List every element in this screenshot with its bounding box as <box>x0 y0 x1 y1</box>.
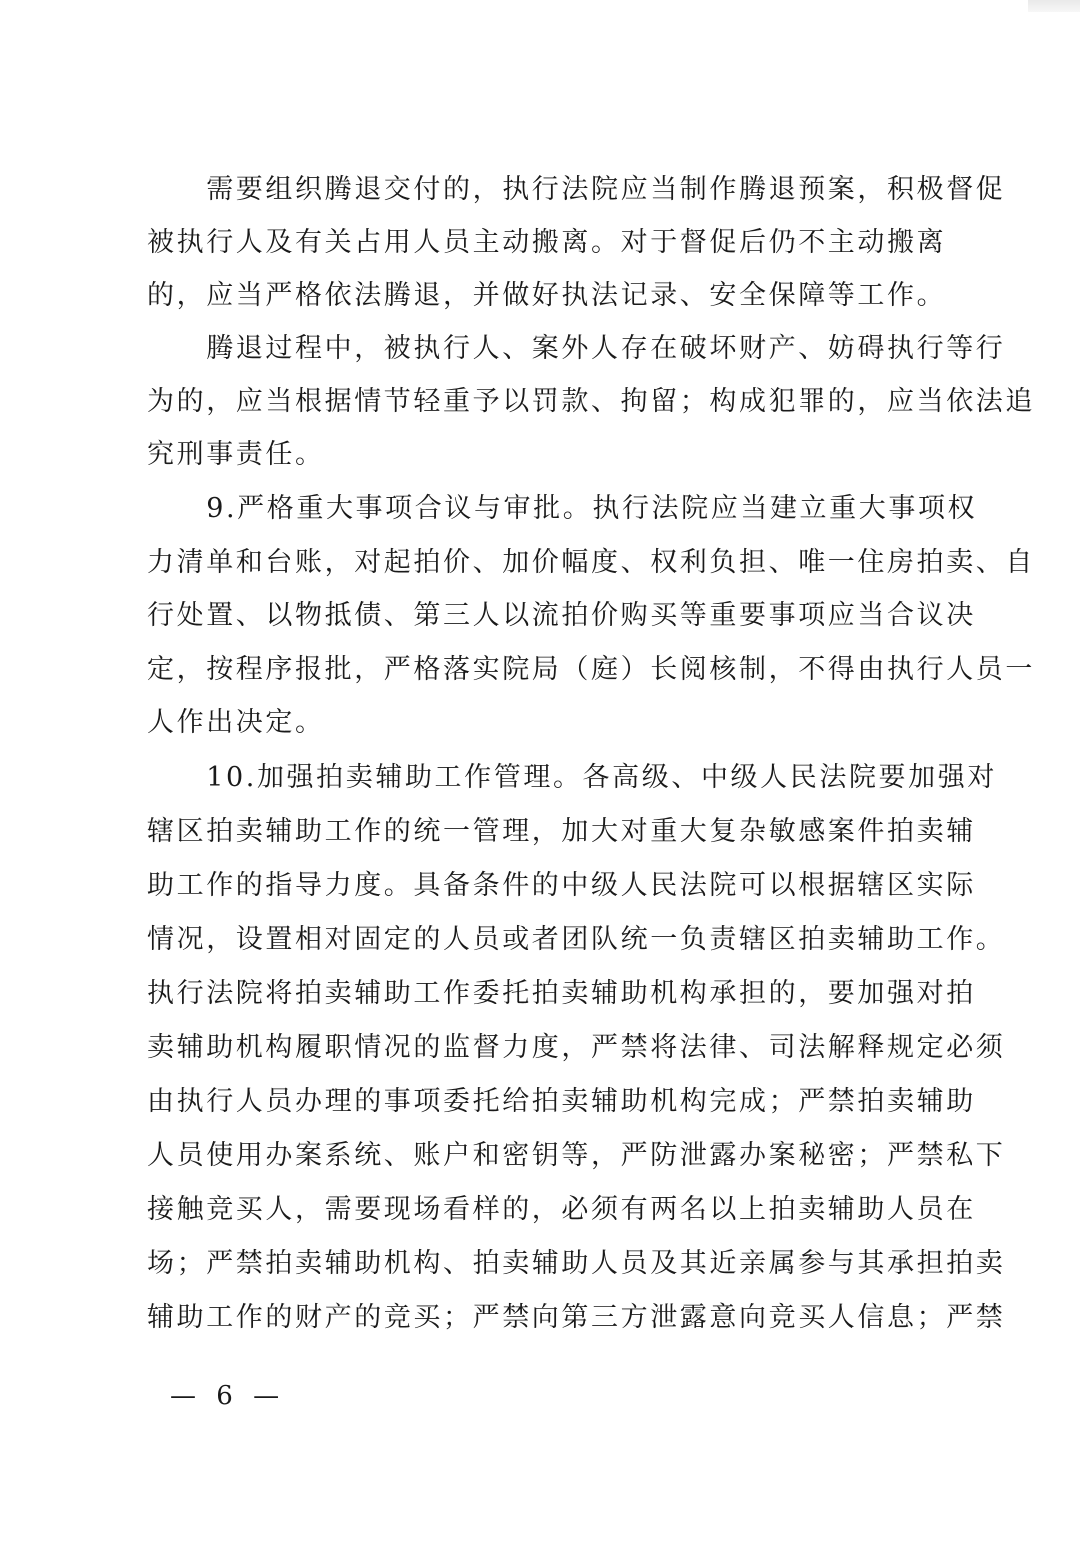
page-number: — 6 — <box>170 1381 286 1411</box>
body-text-line: 由执行人员办理的事项委托给拍卖辅助机构完成；严禁拍卖辅助 <box>147 1086 976 1117</box>
body-text-line: 人员使用办案系统、账户和密钥等，严防泄露办案秘密；严禁私下 <box>147 1140 1006 1171</box>
body-text-line: 被执行人及有关占用人员主动搬离。对于督促后仍不主动搬离 <box>147 227 947 258</box>
body-text-line: 腾退过程中，被执行人、案外人存在破坏财产、妨碍执行等行 <box>147 333 1006 364</box>
body-text-line: 10.加强拍卖辅助工作管理。各高级、中级人民法院要加强对 <box>147 762 997 793</box>
body-text-line: 究刑事责任。 <box>147 439 325 470</box>
body-text-line: 接触竞买人，需要现场看样的，必须有两名以上拍卖辅助人员在 <box>147 1194 976 1225</box>
body-text-line: 定，按程序报批，严格落实院局（庭）长阅核制，不得由执行人员一 <box>147 654 1035 685</box>
body-text-line: 卖辅助机构履职情况的监督力度，严禁将法律、司法解释规定必须 <box>147 1032 1006 1063</box>
body-text-line: 执行法院将拍卖辅助工作委托拍卖辅助机构承担的，要加强对拍 <box>147 978 976 1009</box>
body-text-line: 需要组织腾退交付的，执行法院应当制作腾退预案，积极督促 <box>147 174 1006 205</box>
body-text-line: 人作出决定。 <box>147 707 325 738</box>
scan-corner-mark <box>1028 0 1080 12</box>
body-text-line: 辖区拍卖辅助工作的统一管理，加大对重大复杂敏感案件拍卖辅 <box>147 816 976 847</box>
body-text-line: 行处置、以物抵债、第三人以流拍价购买等重要事项应当合议决 <box>147 600 976 631</box>
body-text-line: 场；严禁拍卖辅助机构、拍卖辅助人员及其近亲属参与其承担拍卖 <box>147 1248 1006 1279</box>
body-text-line: 助工作的指导力度。具备条件的中级人民法院可以根据辖区实际 <box>147 870 976 901</box>
body-text-line: 的，应当严格依法腾退，并做好执法记录、安全保障等工作。 <box>147 280 947 311</box>
body-text-line: 9.严格重大事项合议与审批。执行法院应当建立重大事项权 <box>147 493 978 524</box>
body-text-line: 情况，设置相对固定的人员或者团队统一负责辖区拍卖辅助工作。 <box>147 924 1006 955</box>
body-text-line: 辅助工作的财产的竞买；严禁向第三方泄露意向竞买人信息；严禁 <box>147 1302 1006 1333</box>
body-text-line: 为的，应当根据情节轻重予以罚款、拘留；构成犯罪的，应当依法追 <box>147 386 1035 417</box>
body-text-line: 力清单和台账，对起拍价、加价幅度、权利负担、唯一住房拍卖、自 <box>147 547 1035 578</box>
